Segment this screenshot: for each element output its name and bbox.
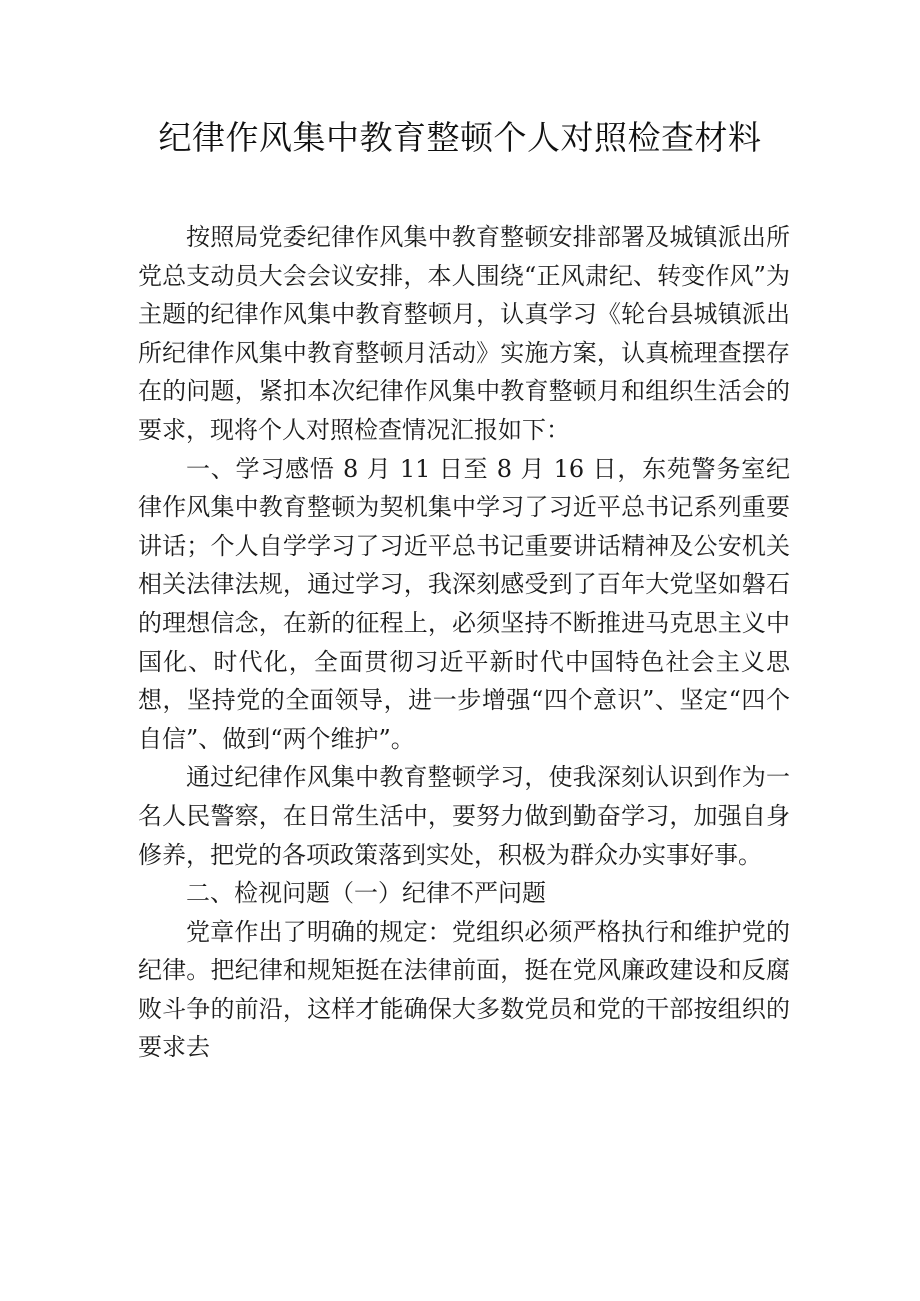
- document-title: 纪律作风集中教育整顿个人对照检查材料: [158, 118, 762, 157]
- document-body: [138, 218, 790, 1067]
- section-heading-problems: 二、检视问题（一）纪律不严问题: [186, 879, 546, 908]
- paragraph-reflection: 通过纪律作风集中教育整顿学习，使我深刻认识到作为一名人民警察，在日常生活中，要努力做到勤奋学习，加强自身修养，把党的各项政策落到实处，积极为群众办实事好事。: [138, 763, 790, 869]
- paragraph-study: 一、学习感悟 8 月 11 日至 8 月 16 日，东苑警务室纪律作风集中教育整顿为契机集中学习了习近平总书记系列重要讲话；个人自学学习了习近平总书记重要讲话精神及公安机关相关法律法规，通过学习，我深刻感受到了百年大党坚如磐石的理想信念，在新的征程上，必须坚持不断推进马克思主义中国化、时代化，全面贯彻习近平新时代中国特色社会主义思想，坚持党的全面领导，进一步增强“四个意识”、坚定“四个自信”、做到“两个维护”。: [138, 454, 790, 753]
- paragraph-discipline: 党章作出了明确的规定：党组织必须严格执行和维护党的纪律。把纪律和规矩挺在法律前面，挺在党风廉政建设和反腐败斗争的前沿，这样才能确保大多数党员和党的干部按组织的要求去: [138, 917, 790, 1062]
- paragraph-intro: 按照局党委纪律作风集中教育整顿安排部署及城镇派出所党总支动员大会会议安排，本人围绕“正风肃纪、转变作风”为主题的纪律作风集中教育整顿月，认真学习《轮台县城镇派出所纪律作风集中教育整顿月活动》实施方案，认真梳理查摆存在的问题，紧扣本次纪律作风集中教育整顿月和组织生活会的要求，现将个人对照检查情况汇报如下：: [138, 223, 790, 444]
